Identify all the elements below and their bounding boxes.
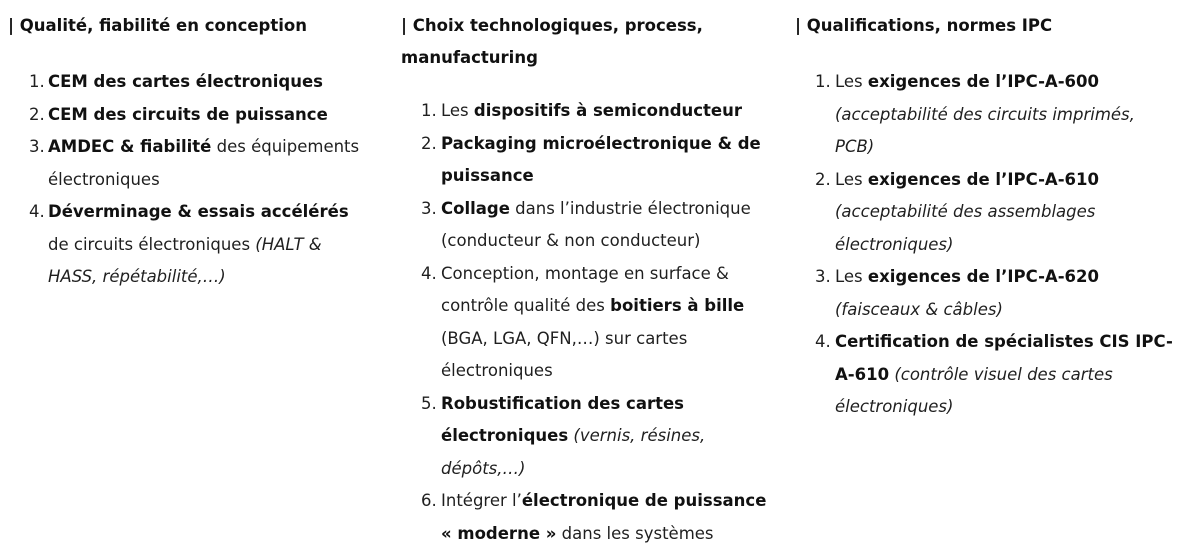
item-bold-text: Certification de spécialistes CIS IPC-A-610	[835, 332, 1173, 384]
item-text: Les	[835, 72, 868, 91]
item-bold-text: exigences de l’IPC-A-620	[867, 267, 1099, 286]
item-bold-text: CEM des cartes électroniques	[48, 72, 323, 91]
course-list	[401, 95, 776, 550]
item-number: 3.	[29, 137, 45, 156]
list-item	[401, 128, 776, 193]
item-number: 4.	[421, 263, 437, 283]
column-technology-process	[401, 0, 776, 550]
item-number: 4.	[29, 202, 45, 221]
item-bold-text: exigences de l’IPC-A-600	[867, 72, 1099, 91]
item-number: 4.	[815, 332, 831, 351]
list-item	[401, 485, 776, 550]
item-italic-text: (vernis, résines, dépôts,…)	[441, 426, 706, 478]
item-number: 3.	[421, 198, 437, 218]
column-quality-reliability	[8, 0, 368, 294]
item-bold-text: Robustification des cartes électroniques	[441, 393, 684, 445]
item-text: dans les systèmes	[556, 523, 714, 543]
item-text: de circuits électroniques	[48, 234, 256, 254]
item-italic-text: (faisceaux & câbles)	[835, 299, 1003, 319]
list-item	[401, 258, 776, 388]
item-bold-text: exigences de l’IPC-A-610	[867, 169, 1099, 189]
column-heading: | Choix technologiques, process, manufacturing	[401, 16, 703, 67]
item-number: 1.	[29, 72, 45, 91]
item-italic-text: (acceptabilité des assemblages électroniques)	[835, 202, 1096, 254]
item-number: 1.	[421, 101, 437, 120]
list-item	[401, 95, 776, 128]
item-bold-text: dispositifs à semiconducteur	[473, 101, 743, 120]
item-text: des équipements électroniques	[48, 137, 360, 189]
list-item	[401, 193, 776, 258]
item-italic-text: (HALT & HASS, répétabilité,…)	[48, 234, 322, 286]
item-italic-text: (contrôle visuel des cartes électroniques)	[835, 364, 1113, 416]
list-item	[795, 66, 1175, 164]
course-list	[795, 66, 1175, 424]
list-item	[8, 196, 368, 294]
item-bold-text: Collage	[441, 198, 510, 218]
list-item	[795, 326, 1175, 424]
column-ipc-standards	[795, 0, 1175, 424]
item-number: 6.	[421, 491, 437, 510]
item-number: 2.	[815, 169, 831, 189]
item-number: 3.	[815, 267, 831, 286]
item-number: 5.	[421, 393, 437, 413]
item-bold-text: Déverminage & essais accélérés	[48, 202, 349, 221]
item-number: 1.	[815, 72, 831, 91]
list-item	[8, 66, 368, 99]
item-text: (BGA, LGA, QFN,…) sur cartes électroniques	[441, 328, 688, 380]
item-text: Les	[835, 169, 868, 189]
item-text: Conception, montage en surface & contrôle qualité des	[441, 263, 729, 315]
list-item	[401, 388, 776, 486]
list-item	[8, 131, 368, 196]
item-number: 2.	[421, 133, 437, 153]
item-text: Les	[835, 267, 868, 286]
column-heading: | Qualité, fiabilité en conception	[8, 16, 307, 35]
item-italic-text: (acceptabilité des circuits imprimés, PCB)	[835, 104, 1135, 156]
course-list	[8, 66, 368, 294]
item-bold-text: Packaging microélectronique & de puissance	[441, 133, 761, 185]
list-item	[795, 164, 1175, 262]
item-bold-text: AMDEC & fiabilité	[48, 137, 212, 156]
item-text: Les	[441, 101, 474, 120]
list-item	[795, 261, 1175, 326]
column-heading: | Qualifications, normes IPC	[795, 16, 1053, 35]
item-bold-text: électronique de puissance « moderne »	[441, 491, 767, 543]
item-number: 2.	[29, 104, 45, 124]
list-item	[8, 99, 368, 132]
item-bold-text: boitiers à bille	[610, 296, 745, 315]
item-bold-text: CEM des circuits de puissance	[48, 104, 328, 124]
item-text: Intégrer l’	[441, 491, 522, 510]
item-text: dans l’industrie électronique (conducteur & non conducteur)	[441, 198, 751, 250]
